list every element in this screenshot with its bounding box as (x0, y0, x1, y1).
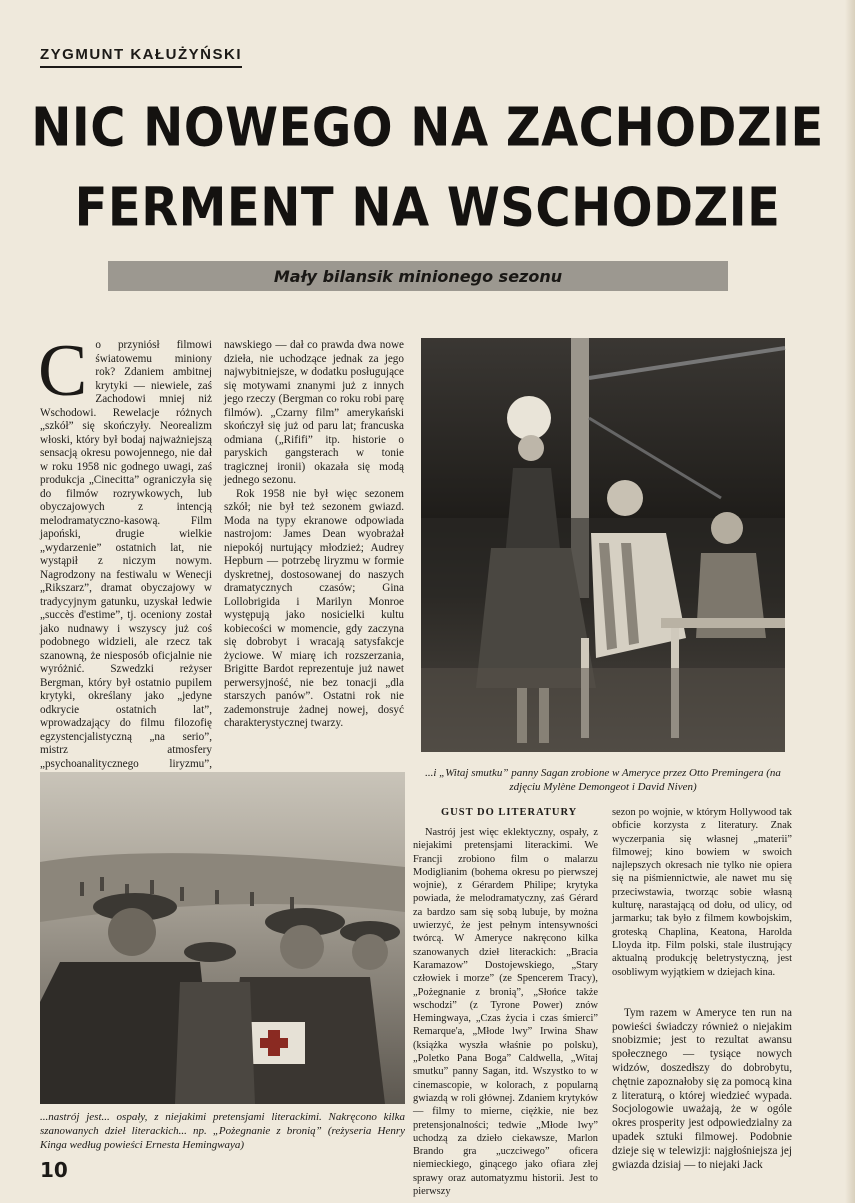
section-heading: GUST DO LITERATURY (441, 807, 578, 818)
article-column-2 (224, 339, 404, 761)
article-column-3 (413, 807, 598, 1198)
author-byline: ZYGMUNT KAŁUŻYŃSKI (40, 46, 242, 68)
photo-2-caption: ...nastrój jest... ospały, z niejakimi pretensjami literackimi. Nakręcono kilka szanowanych dzieł literackich... np. „Pożegnanie z bronią” (reżyseria Henry Kinga według powieści Ernesta Hemingwaya) (40, 1111, 405, 1151)
photo-1-caption: ...i „Witaj smutku” panny Sagan zrobione w Ameryce przez Otto Premingera (na zdjęciu Mylène Demongeot i David Niven) (425, 767, 781, 793)
page-edge-shadow (845, 0, 855, 1203)
article-column-1 (38, 330, 212, 770)
subtitle-bar (108, 261, 728, 291)
column-3-text: Nastrój jest więc eklektyczny, ospały, z niejakimi pretensjami literackimi. We Francji zrobiono film o malarzu Modiglianim (bohema okresu po pierwszej wojnie), z Gérardem Philipe; krytyka powiada, że melodramatyczny, zaś Gérard za bardzo sam się sobą lubuje, by można uwierzyć, że jest pełnym intensywności twórcą. W Ameryce nakręcono kilka szanowanych dzieł literackich: „Bracia Karamazow” Dostojewskiego, „Stary człowiek i morze” (ze Spencerem Tracy), „Pożegnanie z bronią”, „Słońce także wschodzi” (z Tyrone Power) znów Hemingwaya, „Czas życia i czas śmierci” Remarque'a, „Młode lwy” Irwina Shaw (książka wyszła właśnie po polsku), „Poletko Pana Boga” Caldwella, „Witaj smutku” panny Sagan, itd. Wszystko to w cinemascopie, w kolorach, z popularną gwiazdą w roli głównej. Zdaniem krytyków — filmy to mierne, ciężkie, nie bez pretensjonalności; tedwie „Młode lwy” uchodzą za dzieło ciekawsze, Marlon Brando gra „uczciwego” oficera niemieckiego, ginącego jako ofiara złej sprawy oraz automatyzmu historii. Jest to pierwszy (413, 827, 598, 1198)
film-still-witaj-smutku (421, 338, 785, 752)
subtitle: Mały bilansik minionego sezonu (273, 266, 563, 286)
column-4-paragraph-2: Tym razem w Ameryce ten run na powieści świadczy również o niejakim snobizmie; jest to rezultat awansu społecznego — tysiące nowych widzów, doszedłszy do dobrobytu, chętnie zapoznałoby się za pomocą kina z literaturą, o której wiedzieć wypada. Socjologowie uważają, że w ogóle okres prosperity jest odpowiedzialny za upadek sztuki filmowej. Podobnie dzieje się w telewizji: najgłośniejsza jej gwiazda dzisiaj — to niejaki Jack (612, 1006, 792, 1171)
column-4-paragraph-1: sezon po wojnie, w którym Hollywood tak obficie korzysta z literatury. Znak wyczerpania się własnej „materii” filmowej; kino bowiem w swoich najlepszych okresach nie tylko nie opiera się na piśmiennictwie, ale nawet mu się przeciwstawia, tworząc sobie własną kulturę, narastającą od dołu, od ulicy, od jarmarku; tak było z filmem kowbojskim, groteską Chaplina, Keatona, Harolda Lloyda itp. Film polski, stale ilustrujący aktualną produkcję beletrystyczną, jest osobliwym wyjątkiem w dziejach kina. (612, 807, 792, 978)
column-2-paragraph-1: nawskiego — dał co prawda dwa nowe dzieła, nie uchodzące jednak za jego najwybitniejsze, w dodatku posługujące się motywami znanymi już z innych jego rzeczy (Bergman co roku robi parę filmów). „Czarny film” amerykański skończył się już od paru lat; francuska odmiana („Rififi” itp. historie o paryskich gangsterach w tonie tragicznej ironii) okazała się modą jednego sezonu. (224, 339, 404, 486)
column-1-text: o przyniósł filmowi światowemu miniony rok? Zdaniem ambitnej krytyki — niewiele, zaś Zachodowi mniej niż Wschodowi. Rewelacje różnych „szkół” się skończyły. Neorealizm włoski, który był bodaj najważniejszą sensacją okresu powojennego, nie dał w roku 1958 nic godnego uwagi, zaś produkcja „Cinecitta” ograniczyła się do filmów rozrywkowych, lub obyczajowych z intencją melodramatyczno-kasową. Film japoński, drugie wielkie „wydarzenie” ostatnich lat, nie wystąpił z niczym nowym. Nagrodzony na festiwalu w Wenecji „Rikszarz”, dramat obyczajowy w tradycyjnym gatunku, uzyskał ledwie „succès d'estime”, tj. oceniony został jako nudnawy i wszyscy już coś podobnego widzieli, ale rzecz tak szanowną, że niesposób oficjalnie nie wyróżnić. Szwedzki reżyser Bergman, który był ostatnio pupilem krytyki, określany jako „jedyne odkrycie ostatnich lat”, wprowadzający do filmu filozofię egzystencjalistyczną „na serio”, mistrz atmosfery „psychoanalitycznego liryzmu”, (40, 339, 212, 770)
photo-illustration-2 (40, 772, 405, 1104)
page-number: 10 (40, 1158, 68, 1182)
drop-cap: C (38, 330, 88, 412)
headline-line-1: NIC NOWEGO NA ZACHODZIE (31, 96, 824, 159)
film-still-pozegnanie-z-bronia (40, 772, 405, 1104)
photo-illustration (421, 338, 785, 752)
headline-line-2: FERMENT NA WSCHODZIE (74, 176, 781, 239)
column-2-paragraph-2: Rok 1958 nie był więc sezonem szkół; nie był też sezonem gwiazd. Moda na typy ekranowe odpowiada nastrojom: James Dean wyobrażał niepokój nurtujący młodzież; Audrey Hepburn — potrzebę liryzmu w formie dyskretnej, dostosowanej do naszych dramatycznych czasów; Gina Lollobrigida i Marilyn Monroe występują jako nosicielki kultu kobiecości w momencie, gdy zaczyna się dobrobyt i wracają satysfakcje życiowe. W miarę ich rozszerzania, Brigitte Bardot reprezentuje już nawet perwersyjność, nie bez tonacji „dla starszych panów”. Ostatni rok nie zademonstruje żadnej nowej, dosyć charakterystycznej twarzy. (224, 487, 404, 729)
article-column-4 (612, 806, 792, 1171)
